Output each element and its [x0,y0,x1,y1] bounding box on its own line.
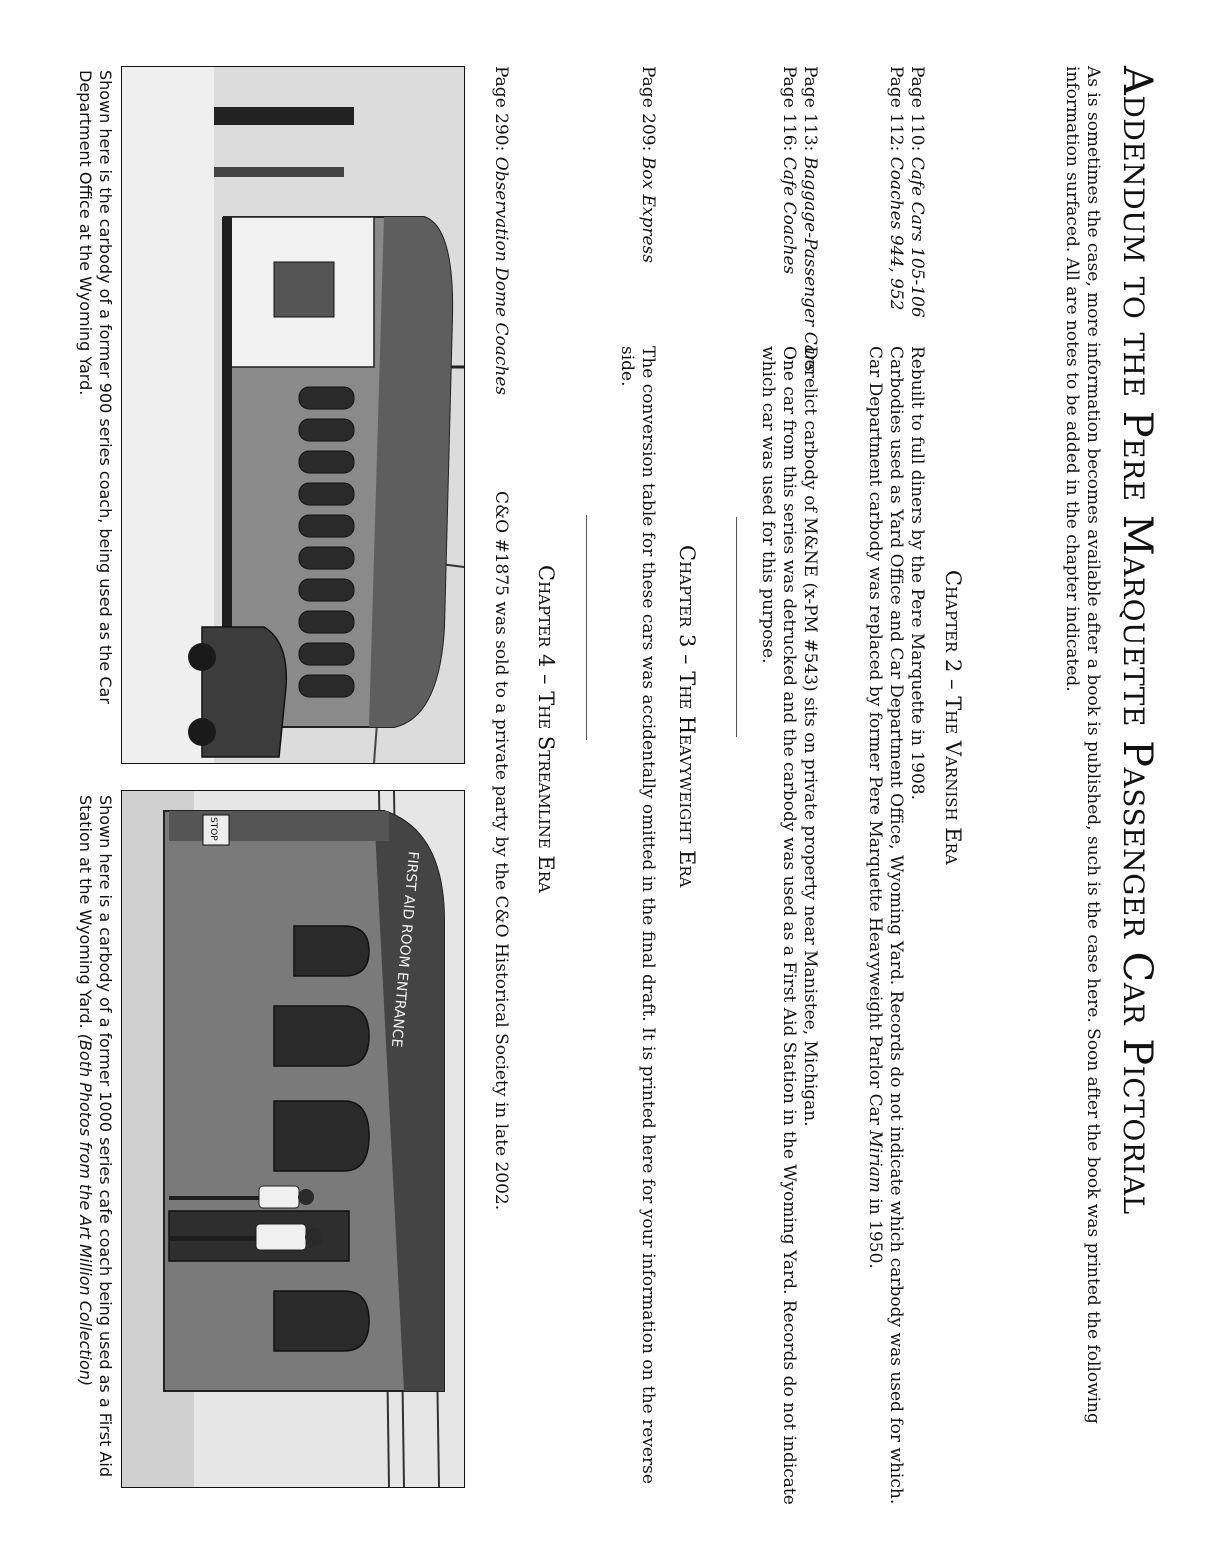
description-line [864,346,906,1506]
reference-subject: Observation Dome Coaches [491,156,511,396]
entry-description [864,346,927,1506]
reference-subject: Cafe Coaches [779,156,799,275]
page-reference: Page 116: [779,66,799,152]
chapter-2-heading: Chapter 2 – The Varnish Era [941,570,965,865]
cafe-coach-photo-caption [75,795,115,1485]
page-reference: Page 209: [638,66,658,152]
first-aid-sign: FIRST AID ROOM ENTRANCE [387,850,421,1049]
caption-text: Shown here is a carbody of a former 1000 series cafe coach being used as a First Aid Station at the Wyoming Yard. [76,795,115,1478]
description-line: C&O #1875 was sold to a private party by the C&O Historical Society in late 2002. [491,491,511,1211]
description-line: The conversion table for these cars was accidentally omitted in the final draft. It is printed here for your information on the reverse side. [617,346,658,1484]
description-text: in 1950. [865,1192,885,1269]
chapter-4-heading: Chapter 4 – The Streamline Era [534,565,558,893]
entry-references [637,66,658,346]
reference-subject: Coaches 944, 952 [886,156,906,311]
description-line: Rebuilt to full diners by the Pere Marquette in 1908. [907,346,927,800]
coach-carbody-image [122,67,464,763]
stop-sign: STOP [208,817,218,841]
page-title: Addendum to the Pere Marquette Passenger Car Pictorial [1114,66,1160,1215]
cafe-coach-carbody-photo [121,790,465,1488]
cafe-coach-carbody-image [122,791,464,1487]
section-divider [586,515,587,740]
caption-text: Shown here is the carbody of a former 900 series coach, being used as the Car Department Office at the Wyoming Yard. [76,70,115,704]
entry-description [757,346,820,1506]
entry-reference [885,66,906,346]
section-divider [736,517,737,737]
entry-reference [778,66,799,346]
reference-subject: Box Express [638,156,658,263]
description-line: Derelict carbody of M&NE (x-PM #543) sits on private property near Manistee, Michigan. [800,346,820,1127]
coach-photo-caption [75,70,115,760]
entry-references [885,66,927,346]
page-reference: Page 290: [491,66,511,152]
car-name: Miriam [865,1130,885,1193]
coach-carbody-photo [121,66,465,764]
entry-reference [490,66,511,486]
entry-references [778,66,820,372]
entry-reference [637,66,658,346]
intro-paragraph: As is sometimes the case, more information becomes available after a book is published, such is the case here. Soon after the book was printed the following information surfaced. All are notes to be added in the chapter indicated. [1062,66,1103,1424]
page-reference: Page 113: [800,66,820,152]
page-reference: Page 110: [907,66,927,152]
description-line: One car from this series was detrucked and the carbody was used as a First Aid Station in the Wyoming Yard. Records do not indicate which car was used for this purpose. [758,346,799,1505]
entry-reference [799,66,820,372]
reference-subject: Cafe Cars 105-106 [907,156,927,318]
description-text: Carbodies used as Yard Office and Car Department Office, Wyoming Yard. Records do not indicate which carbody was used for which. Car Department carbody was replaced by former Pere Marquette Heavyweight Parlor Car [865,346,906,1505]
photo-credit: (Both Photos from the Art Million Collection) [76,1033,95,1387]
entry-description [490,491,511,1506]
chapter-3-heading: Chapter 3 – The Heavyweight Era [675,545,699,888]
entry-reference [906,66,927,346]
entry-description [616,346,658,1506]
entry-references [490,66,511,486]
reference-subject: Baggage-Passenger Cars [800,156,820,372]
page-reference: Page 112: [886,66,906,152]
